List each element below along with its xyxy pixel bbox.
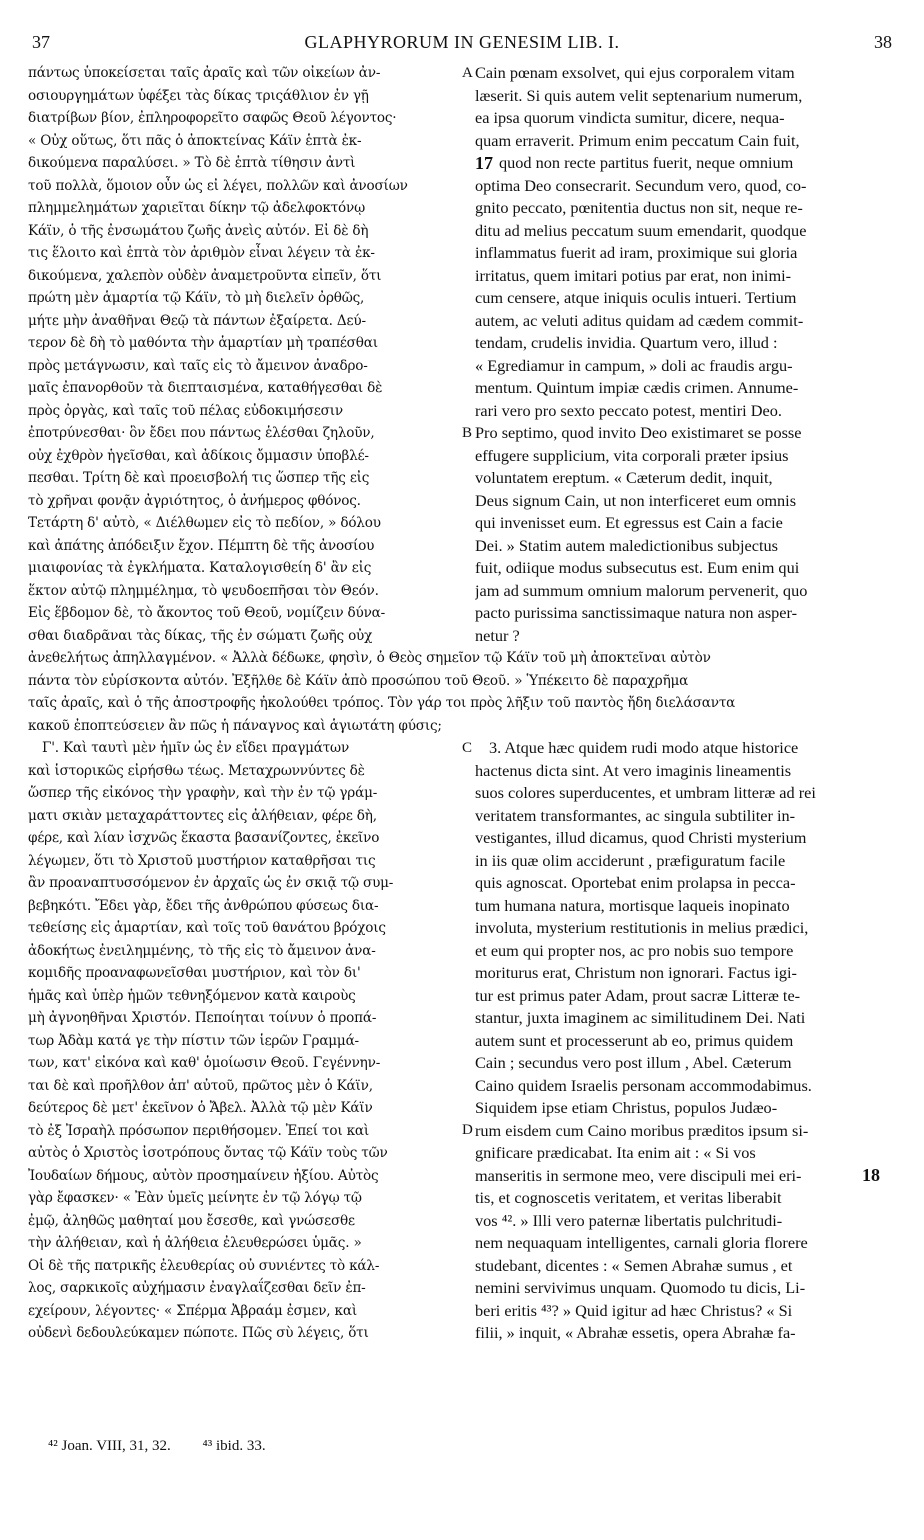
text-line: Ἰουδαίων δήμους, αὐτὸν προσημαίνειν ἠξίου. Αὐτὸς <box>28 1167 379 1184</box>
text-line: βεβηκότι. Ἔδει γὰρ, ἔδει τῆς ἀνθρώπου φύσεως δια- <box>28 897 379 914</box>
greek-full-width-passage <box>28 647 894 737</box>
text-line: τοῦ πολλὰ, ὅμοιον οὖν ὡς εἰ λέγει, πολλῶν καὶ ἀνοσίων <box>28 177 408 194</box>
text-line: ditu ad melius peccatum suum emendarit, quodque <box>475 220 807 240</box>
text-line: fuit, odiique modus subsecutus est. Eum enim qui <box>475 558 800 577</box>
text-line: læserit. Si quis autem velit septenarium numerum, <box>475 85 803 105</box>
footnote-43: ⁴³ ibid. 33. <box>202 1438 266 1454</box>
text-line: tendam, crudelis invidia. Quartum vero, illud : <box>475 333 778 352</box>
text-line: voluntatem ereptum. « Cæterum dedit, inquit, <box>475 468 773 487</box>
text-line: ἀνεθελήτως ἀπηλλαγμένον. « Ἀλλὰ δέδωκε, φησὶν, ὁ Θεὸς σημεῖον τῷ Κάϊν τοῦ μὴ ἀποκτεῖναι αὐτὸν <box>28 650 711 666</box>
text-line: tum humana natura, mortisque laqueis inopinato <box>475 895 790 915</box>
text-line: ἂν προαναπτυσσόμενον ἐν ἀρχαῖς ὡς ἐν σκιᾷ τῷ συμ- <box>28 875 394 891</box>
footnote-42: ⁴² Joan. VIII, 31, 32. <box>48 1438 171 1454</box>
page-number-right: 38 <box>874 32 892 52</box>
text-line: Γ'. Καὶ ταυτὶ μὲν ἡμῖν ὡς ἐν εἴδει πραγμάτων <box>42 740 350 756</box>
text-line: ἐποτρύνεσθαι· ὃν ἔδει που πάντως ἑλέσθαι ζηλοῦν, <box>28 425 375 441</box>
text-line: in iis quæ olim acciderunt , præfiguratum facile <box>475 850 786 870</box>
latin-column-bottom <box>475 737 895 1345</box>
margin-number-17: 17 <box>475 153 493 173</box>
text-line: rum eisdem cum Caino moribus præditos ipsum si- <box>475 1120 809 1140</box>
text-line: ταῖς ἀραῖς, καὶ ὁ τῆς ἀποστροφῆς ἠκολούθει τρόπος. Τὸν γάρ τοι πρὸς λῆξιν τοῦ παντὸς ἤδη διελάσαντα <box>28 695 736 711</box>
text-line: vestigantes, illud dicamus, quod Christi mysterium <box>475 828 807 847</box>
text-line: τις ἕλοιτο καὶ ἑπτὰ τὸν ἀριθμὸν εἶναι λέγειν τὰ ἐκ- <box>28 245 375 261</box>
text-line: γὰρ ἔφασκεν· « Ἐὰν ὑμεῖς μείνητε ἐν τῷ λόγῳ τῷ <box>28 1190 362 1206</box>
text-line: δικούμενα, χαλεπὸν οὐδὲν ἀναμετροῦντα εἰπεῖν, ὅτι <box>28 267 382 284</box>
text-line: Cain pœnam exsolvet, qui ejus corporalem vitam <box>475 63 795 82</box>
text-line: tis, et cognoscetis veritatem, et veritas liberabit <box>475 1188 782 1207</box>
text-line: « Egrediamur in campum, » doli ac fraudis argu- <box>475 355 793 375</box>
running-title: GLAPHYRORUM IN GENESIM LIB. I. <box>304 32 620 52</box>
section-letter-a: A <box>462 65 473 81</box>
greek-column-top <box>28 62 462 647</box>
text-line: οὐχ ἐχθρὸν ἡγεῖσθαι, καὶ ἀδίκοις ὄμμασιν ὑποβλέ- <box>28 447 369 464</box>
text-line: πάντα τὸν εὑρίσκοντα αὐτόν. Ἐξῆλθε δὲ Κάϊν ἀπὸ προσώπου τοῦ Θεοῦ. » Ὑπέκειτο δὲ παραχρῆμα <box>28 672 689 689</box>
text-line: filii, » inquit, « Abrahæ essetis, opera Abrahæ fa- <box>475 1323 796 1342</box>
text-line: μήτε μὴν ἀναθῆναι Θεῷ τὰ πάντων ἐξαίρετα. Δεύ- <box>28 312 366 329</box>
text-line: rari vero pro sexto peccato potest, mentiri Deo. <box>475 400 782 420</box>
text-line: καὶ ἱστορικῶς εἰρήσθω τέως. Μεταχρωννύντες δὲ <box>28 762 365 779</box>
section-letter-d: D <box>462 1122 473 1138</box>
text-line: quis agnoscat. Oportebat enim prolapsa in pecca- <box>475 873 796 892</box>
text-line: πρώτη μὲν ἁμαρτία τῷ Κάϊν, τὸ μὴ διελεῖν ὀρθῶς, <box>28 290 365 306</box>
text-line: τεθείσης εἰς ἁμαρτίαν, καὶ τοῖς τοῦ θανάτου βρόχοις <box>28 920 386 936</box>
text-line: pacto purissima sanctissimaque natura non asper- <box>475 603 798 622</box>
text-line: αὐτὸς ὁ Χριστὸς ἰσοτρόπους ὄντας τῷ Κάϊν τοὺς τῶν <box>28 1145 388 1161</box>
text-line: τερον δὲ δὴ τὸ μαθόντα τὴν ἁμαρτίαν μὴ τραπέσθαι <box>28 335 378 351</box>
text-line: Κάϊν, ὁ τῆς ἐνσωμάτου ζωῆς ἀνεὶς αὐτόν. Εἰ δὲ δὴ <box>28 222 369 239</box>
text-line: autem, ac veluti aditus quidam ad cædem commit- <box>475 310 804 330</box>
text-line: tur est primus pater Adam, prout sacræ Litteræ te- <box>475 985 801 1005</box>
text-line: ea ipsa quorum vindicta sumitur, dicere, nequa- <box>475 108 785 127</box>
greek-column-bottom <box>28 737 462 1345</box>
text-line: Τετάρτη δ' αὐτὸ, « Διέλθωμεν εἰς τὸ πεδίον, » δόλου <box>28 515 381 531</box>
text-line: involuta, mysterium restitutionis in melius prædici, <box>475 918 809 937</box>
text-line: Deus signum Cain, ut non interficeret eum omnis <box>475 490 797 510</box>
text-line: inflammatus fuerit ad iram, proximique sui gloria <box>475 243 798 262</box>
running-header <box>32 32 892 58</box>
text-line: μαῖς ἐπανορθοῦν τὰ διεπταισμένα, καταθήγεσθαι δὲ <box>28 380 383 396</box>
text-line: gnito peccato, pœnitentia ductus non sit, neque re- <box>475 198 803 217</box>
section-letter-b: B <box>462 425 473 441</box>
text-line: nemini servivimus unquam. Quomodo tu dicis, Li- <box>475 1278 806 1297</box>
text-line: πλημμελημάτων χαριεῖται δίκην τῷ ἀδελφοκτόνῳ <box>28 200 365 216</box>
text-line: ἕκτον αὐτῷ πλημμέλημα, τὸ ψευδοεπῆσαι τὸν Θεόν. <box>28 582 379 599</box>
text-line: μὴ ἀγνοηθῆναι Χριστόν. Πεποίηται τοίνυν ὁ προπά- <box>28 1010 377 1026</box>
text-line: irritatus, quem imitari potius par erat, non inimi- <box>475 265 792 285</box>
text-line: quam erraverit. Primum enim peccatum Cain fuit, <box>475 130 800 150</box>
text-line: 3. Atque hæc quidem rudi modo atque historice <box>489 738 799 757</box>
text-line: Οἱ δὲ τῆς πατρικῆς ἐλευθερίας οὐ συνιέντες τὸ κάλ- <box>28 1257 380 1274</box>
text-line: τὴν ἀλήθειαν, καὶ ἡ ἀλήθεια ἐλευθερώσει ὑμᾶς. » <box>28 1235 362 1251</box>
text-line: « Οὐχ οὕτως, ὅτι πᾶς ὁ ἀποκτείνας Κάϊν ἑπτὰ ἐκ- <box>28 132 362 149</box>
text-line: πάντως ὑποκείσεται ταῖς ἀραῖς καὶ τῶν οἰκείων ἀν- <box>28 65 381 81</box>
text-line: ἡμᾶς καὶ ὑπὲρ ἡμῶν τεθνηξόμενον κατὰ καιροὺς <box>28 987 356 1004</box>
text-line: Εἰς ἕβδομον δὲ, τὸ ἄκοντος τοῦ Θεοῦ, νομίζειν δύνα- <box>28 605 386 621</box>
text-line: μιαιφονίας τὰ ἐγκλήματα. Καταλογισθείη δ' ἂν εἰς <box>28 560 372 576</box>
text-line: et eum qui propter nos, ac pro nobis suo tempore <box>475 940 794 960</box>
text-line: veritatem transformantes, ac singula subtiliter in- <box>475 805 796 825</box>
text-line: πρὸς μετάγνωσιν, καὶ ταῖς εἰς τὸ ἄμεινον ἀναδρο- <box>28 357 368 374</box>
text-line: οσιουργημάτων ὑφέξει τὰς δίκας τριςάθλιον ἐν γῇ <box>28 87 369 104</box>
text-line: optima Deo consecrarit. Secundum vero, quod, co- <box>475 175 807 195</box>
text-line: τωρ Ἀδὰμ κατά γε τὴν πίστιν τῶν ἱερῶν Γραμμά- <box>28 1032 359 1049</box>
text-line: πρὸς ὀργὰς, καὶ ταῖς τοῦ πέλας εὐδοκιμήσεσιν <box>28 402 343 419</box>
text-line: ὥσπερ τῆς εἰκόνος τὴν γραφὴν, καὶ τὴν ἐν τῷ γράμ- <box>28 785 378 801</box>
text-line: cum censere, atque iniquis oculis intueri. Tertium <box>475 288 797 307</box>
text-line: τὸ ἐξ Ἰσραὴλ πρόσωπον περιθήσομεν. Ἐπεί τοι καὶ <box>28 1122 369 1139</box>
text-line: ματι σκιὰν μεταχαράττοντες εἰς ἀλήθειαν, φέρε δὴ, <box>28 807 377 824</box>
text-line: δεύτερος δὲ μετ' ἐκεῖνον ὁ Ἄβελ. Ἀλλὰ τῷ μὲν Κάϊν <box>28 1100 373 1116</box>
footnotes <box>48 1438 294 1455</box>
text-line: manseritis in sermone meo, vere discipuli mei eri- <box>475 1165 802 1185</box>
text-line: beri eritis ⁴³? » Quid igitur ad hæc Christus? « Si <box>475 1300 793 1320</box>
text-line: nem nequaquam intelligentes, carnali gloria florere <box>475 1233 808 1252</box>
text-line: δικούμενα παραλύσει. » Τὸ δὲ ἑπτὰ τίθησιν ἀντὶ <box>28 155 356 171</box>
text-line: stantur, juxta imaginem ac similitudinem Dei. Nati <box>475 1008 806 1027</box>
text-line: εχείρουν, λέγοντες· « Σπέρμα Ἀβραάμ ἐσμεν, καὶ <box>28 1302 357 1319</box>
text-line: moriturus erat, Christum non ignorari. Factus igi- <box>475 963 797 982</box>
text-line: autem sunt et processerunt ab eo, primus quidem <box>475 1030 794 1050</box>
text-line: ται δὲ καὶ προῆλθον ἀπ' αὐτοῦ, πρῶτος μὲν ὁ Κάϊν, <box>28 1077 373 1094</box>
text-line: ἀδοκήτως ἐνειλημμένης, τὸ τῆς εἰς τὸ ἄμεινον ἀνα- <box>28 942 376 959</box>
text-line: ἐμῷ, ἀληθῶς μαθηταί μου ἔσεσθε, καὶ γνώσεσθε <box>28 1212 355 1229</box>
text-line: καὶ ἀπάτης ἀπόδειξιν ἔχον. Πέμπτη δὲ τῆς ἀνοσίου <box>28 537 375 554</box>
text-line: studebant, dicentes : « Semen Abrahæ sumus , et <box>475 1255 793 1275</box>
text-line: gnificare prædicabat. Ita enim ait : « Si vos <box>475 1143 756 1162</box>
page-number-left: 37 <box>32 32 50 52</box>
text-line: vos ⁴². » Illi vero paternæ libertatis pulchritudi- <box>475 1210 783 1230</box>
text-line: διατρίβων βίον, ἐπληροφορεῖτο σαφῶς Θεοῦ λέγοντος· <box>28 110 397 126</box>
text-line: λος, σαρκικοῖς αὐχήμασιν ἐναγλαΐζεσθαι δεῖν ἐπ- <box>28 1280 366 1296</box>
text-line: Cain ; secundus vero post illum , Abel. Cæterum <box>475 1053 792 1072</box>
margin-number-18: 18 <box>862 1165 880 1185</box>
latin-column-top <box>475 62 895 647</box>
text-line: των, κατ' εἰκόνα καὶ καθ' ὁμοίωσιν Θεοῦ. Γεγέννην- <box>28 1055 381 1071</box>
text-line: κακοῦ ἐποπτεύσειεν ἂν πῶς ἡ πάναγνος καὶ ἁγιωτάτη φύσις; <box>28 717 442 734</box>
section-letter-c: C <box>462 740 473 756</box>
text-line: τὸ χρῆναι φονᾷν ἀγριότητος, ὁ ἀνήμερος φθόνος. <box>28 492 361 509</box>
text-line: Dei. » Statim autem maledictionibus subjectus <box>475 535 778 555</box>
text-line: mentum. Quintum impiæ cædis crimen. Annume- <box>475 378 799 397</box>
text-line: quod non recte partitus fuerit, neque omnium <box>499 153 794 172</box>
text-line: Siquidem ipse etiam Christus, populos Judæo- <box>475 1098 778 1117</box>
text-line: πεσθαι. Τρίτη δὲ καὶ προεισβολή τις ὥσπερ τῆς εἰς <box>28 470 370 486</box>
text-line: jam ad summum omnium malorum pervenerit, quo <box>475 580 808 600</box>
text-line: Pro septimo, quod invito Deo existimaret se posse <box>475 423 802 442</box>
text-line: qui invenisset eum. Et egressus est Cain a facie <box>475 513 783 532</box>
text-line: κομιδῆς προαναφωνεῖσθαι μυστήριον, καὶ τὸν δι' <box>28 965 361 981</box>
text-line: effugere supplicium, vita corporali præter ipsius <box>475 445 789 465</box>
text-line: οὐδενὶ δεδουλεύκαμεν πώποτε. Πῶς σὺ λέγεις, ὅτι <box>28 1325 369 1341</box>
text-line: suos colores superducentes, et umbram litteræ ad rei <box>475 783 816 802</box>
text-line: φέρε, καὶ λίαν ἰσχνῶς ἕκαστα βασανίζοντες, ἐκεῖνο <box>28 830 380 846</box>
text-line: Caino quidem Israelis personam accommodabimus. <box>475 1075 812 1095</box>
text-line: netur ? <box>475 625 520 645</box>
text-line: hactenus dicta sint. At vero imaginis lineamentis <box>475 760 792 780</box>
text-line: σθαι διαδρᾶναι τὰς δίκας, τῆς ἐν σώματι ζωῆς οὐχ <box>28 627 373 644</box>
text-line: λέγωμεν, ὅτι τὸ Χριστοῦ μυστήριον καταθρῆσαι τις <box>28 852 376 869</box>
